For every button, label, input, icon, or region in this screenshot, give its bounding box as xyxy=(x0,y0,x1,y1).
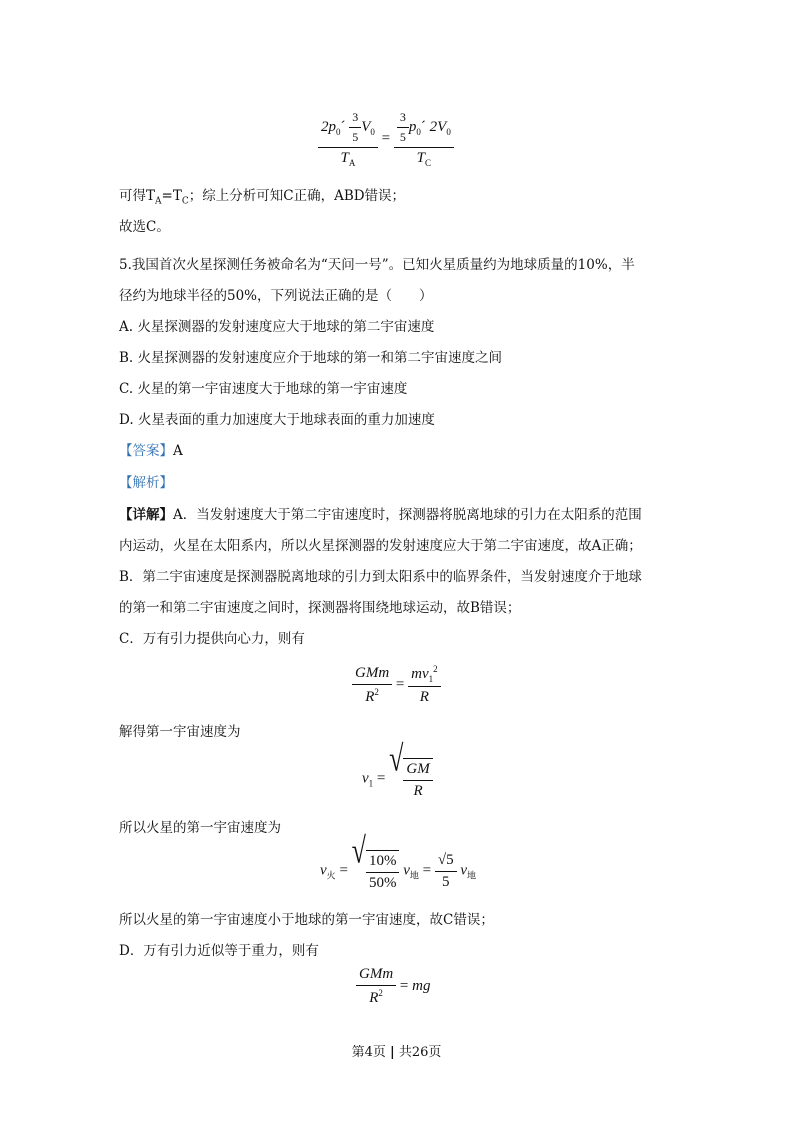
answer-line: 【答案】A xyxy=(119,443,183,459)
detail-a-1: 【详解】A．当发射速度大于第二宇宙速度时，探测器将脱离地球的引力在太阳系的范围 xyxy=(119,507,642,523)
choice-line: 故选C。 xyxy=(119,219,170,235)
page-footer xyxy=(0,1041,793,1060)
detail-d-1: D．万有引力近似等于重力，则有 xyxy=(119,943,319,959)
detail-c-2: 解得第一宇宙速度为 xyxy=(119,724,241,740)
question-stem-1: 5.我国首次火星探测任务被命名为“天问一号”。已知火星质量约为地球质量的10%，半 xyxy=(119,257,635,273)
detail-c-3: 所以火星的第一宇宙速度为 xyxy=(119,820,281,836)
detail-c-4: 所以火星的第一宇宙速度小于地球的第一宇宙速度，故C错误； xyxy=(119,912,494,928)
detail-b-1: B．第二宇宙速度是探测器脱离地球的引力到太阳系中的临界条件，当发射速度介于地球 xyxy=(119,569,642,585)
option-c: C. 火星的第一宇宙速度大于地球的第一宇宙速度 xyxy=(119,381,408,397)
formula-gas-law: $2p_0´$ $\frac{3}{5}$ $V_0$ $T_A$ = $\frac{3}{5}$ $p_0´$ $2V_0$ $T_C$ xyxy=(318,110,454,168)
question-stem-2: 径约为地球半径的50%，下列说法正确的是（ ） xyxy=(119,288,433,304)
answer-tag: 【答案】 xyxy=(119,443,173,459)
option-d: D. 火星表面的重力加速度大于地球表面的重力加速度 xyxy=(119,412,435,428)
option-b: B. 火星探测器的发射速度应介于地球的第一和第二宇宙速度之间 xyxy=(119,350,503,366)
page-number: 第4页 xyxy=(351,1045,386,1060)
conclusion-line: 可得$T_A=T_C$；综上分析可知C正确，ABD错误； xyxy=(119,188,406,207)
page-total: 共26页 xyxy=(398,1045,442,1060)
detail-c-1: C．万有引力提供向心力，则有 xyxy=(119,631,305,647)
formula-gravity-equals-weight: $\frac{\text{GMm}}{R^2}$ = mg xyxy=(356,966,430,1007)
detail-b-2: 的第一和第二宇宙速度之间时，探测器将围绕地球运动，故B错误； xyxy=(119,600,521,616)
formula-centripetal: $\frac{\text{GMm}}{R^2}$ = $\frac{mv_1^2}{R}$ xyxy=(352,664,441,706)
analysis-tag: 【解析】 xyxy=(119,475,173,491)
formula-first-cosmic-velocity: $v_1$ = √ $\frac{GM}{R}$ xyxy=(362,758,433,800)
formula-mars-velocity: $v_火$ = √ $\frac{10\%}{50\%}$ $v_地$ = $\frac{√5}{5}$ $v_地$ xyxy=(320,830,477,891)
footer-separator: | xyxy=(390,1045,395,1060)
option-a: A. 火星探测器的发射速度应大于地球的第二宇宙速度 xyxy=(119,319,435,335)
detail-a-2: 内运动，火星在太阳系内，所以火星探测器的发射速度应大于第二宇宙速度，故A正确； xyxy=(119,538,642,554)
